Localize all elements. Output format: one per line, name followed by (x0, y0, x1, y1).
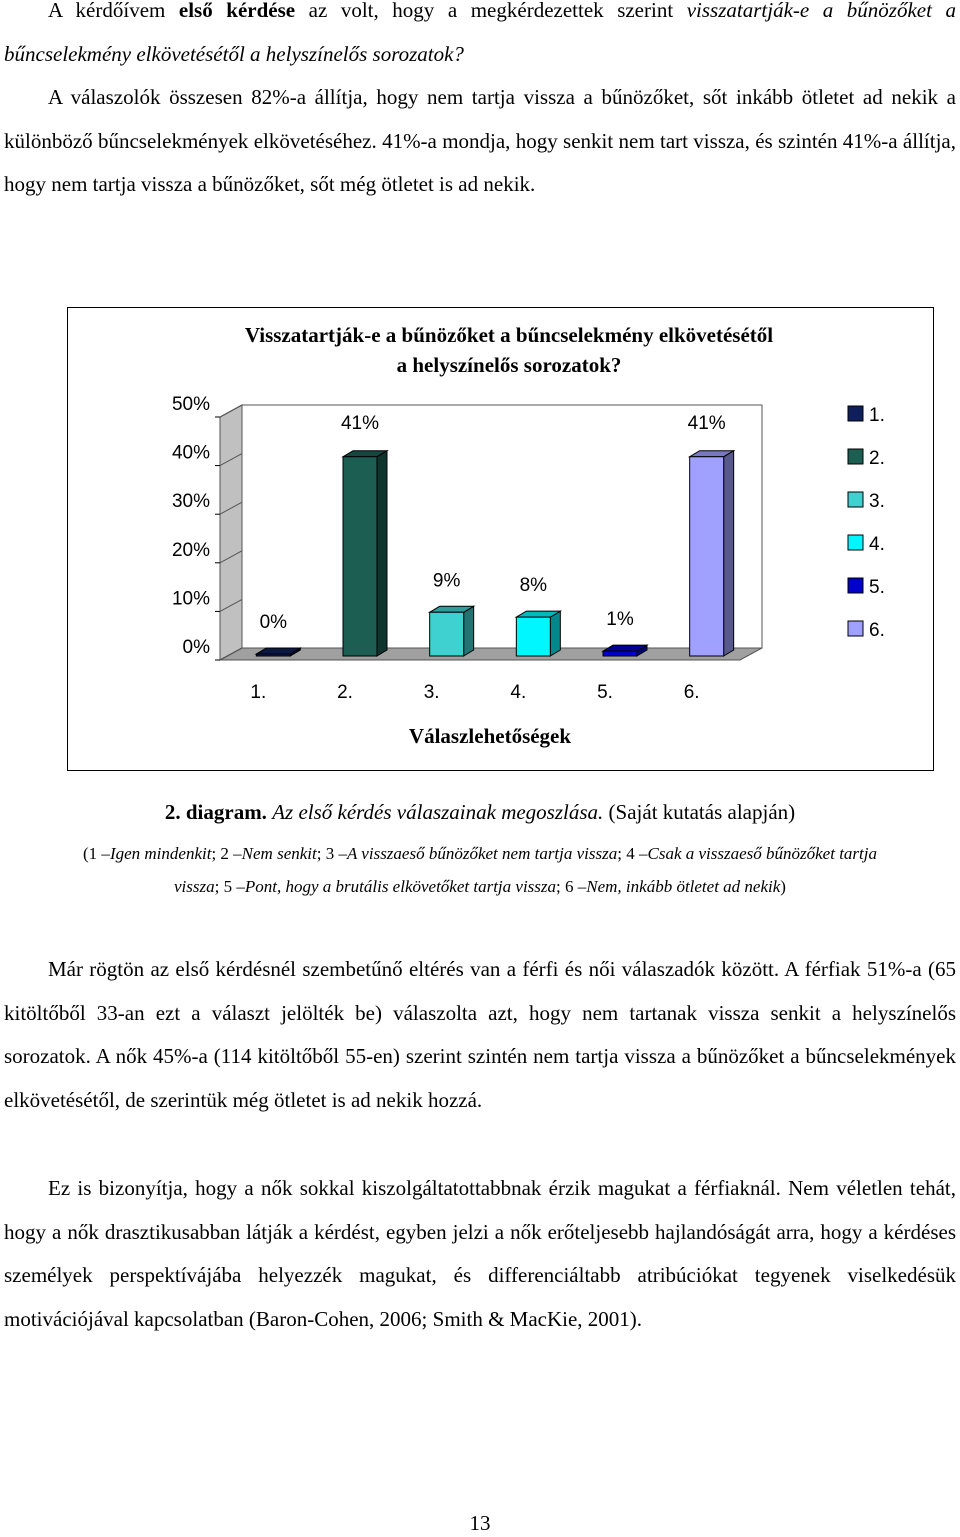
conclusion-paragraph (4, 1167, 956, 1341)
intro-rest: A válaszolók összesen 82%-a állítja, hogy nem tartja vissza a bűnözőket, sőt inkább ötletet ad nekik a különböző bűncselekmények elkövetéséhez. 41%-a mondja, hogy senkit nem tart vissza, és szintén 41%-a állítja, hogy nem tartja vissza a bűnözőket, sőt még ötletet is ad nekik. (4, 85, 956, 197)
chart-side-wall (220, 405, 242, 660)
legend-label: 1. (869, 405, 885, 426)
x-axis-label: Válaszlehetőségek (408, 724, 572, 748)
legend-swatch (848, 449, 863, 464)
bar (256, 654, 290, 656)
y-tick-label: 10% (171, 588, 210, 610)
conclusion-text: Ez is bizonyítja, hogy a nők sokkal kiszolgáltatottabbnak érzik magukat a férfiaknál. Nem véletlen tehát, hogy a nők drasztikusabban látják a kérdést, egyben jelzi a nők erőteljesebb hajlandóságát arra, hogy a kérdéses személyek perspektívájába helyezzék magukat, és differenciáltabb atribúciókat tegyenek viselkedésük motivációjával kapcsolatban (Baron-Cohen, 2006; Smith & MacKie, 2001). (4, 1176, 956, 1331)
legend-swatch (848, 578, 863, 593)
chart-floor (220, 648, 762, 660)
x-tick-label: 6. (683, 682, 700, 703)
caption-label: 2. diagram. (164, 800, 267, 824)
caption-source: (Saját kutatás alapján) (608, 800, 796, 824)
bar-side (724, 451, 734, 656)
intro-question: visszatartják-e a bűnözőket a bűncselekmény elkövetésétől a helyszínelős sorozatok? (4, 0, 956, 66)
chart-frame (67, 307, 934, 771)
y-tick-label: 30% (171, 491, 210, 513)
bar-side (550, 611, 560, 656)
chart-title-line2: a helyszínelős sorozatok? (396, 353, 622, 377)
legend-label: 4. (869, 534, 885, 555)
legend-label: 3. (869, 491, 885, 512)
legend-swatch (848, 406, 863, 421)
bar (516, 617, 550, 656)
gender-paragraph (4, 948, 956, 1122)
x-tick-label: 1. (250, 682, 267, 703)
data-label: 1% (606, 609, 634, 631)
intro-mid: az volt, hogy a megkérdezettek szerint (308, 0, 674, 22)
x-tick-label: 3. (423, 682, 440, 703)
answer-options-note: (1 –Igen mindenkit; 2 –Nem senkit; 3 –A visszaeső bűnözőket nem tartja vissza; 4 –Csak a visszaeső bűnözőket tartja vissza; 5 –Pont, hogy a brutális elkövetőket tartja vissza; 6 –Nem, inkább ötletet ad nekik) (83, 844, 877, 896)
page-number: 13 (469, 1511, 491, 1535)
y-tick-label: 0% (182, 637, 210, 658)
data-label: 9% (432, 570, 461, 592)
intro-bold: első kérdése (178, 0, 296, 22)
data-label: 0% (259, 612, 288, 633)
chart-back-wall (242, 405, 762, 648)
caption-title: Az első kérdés válaszainak megoszlása. (272, 800, 604, 824)
legend-label: 6. (869, 620, 885, 641)
bar-side (464, 606, 474, 656)
x-tick-label: 2. (337, 682, 353, 703)
x-tick-label: 5. (597, 682, 613, 703)
bar-side (377, 451, 387, 656)
data-label: 8% (519, 575, 548, 597)
intro-lead: A kérdőívem (48, 0, 166, 22)
figure-caption (0, 800, 960, 825)
legend-swatch (848, 492, 863, 507)
bar (603, 651, 637, 656)
bar (343, 457, 377, 656)
gender-text: Már rögtön az első kérdésnél szembetűnő eltérés van a férfi és női válaszadók között. A férfiak 51%-a (65 kitöltőből 33-an ezt a választ jelölték be) válaszolta azt, hogy nem tartanak vissza senkit a helyszínelős sorozatok. A nők 45%-a (114 kitöltőből 55-en) szerint szintén nem tartja vissza a bűnözőket a bűncselekmények elkövetésétől, de szerintük még ötletet is ad nekik hozzá. (4, 957, 956, 1112)
bar (690, 457, 724, 656)
bar-chart (68, 308, 932, 769)
y-tick-label: 40% (171, 442, 210, 464)
y-tick-label: 20% (171, 539, 210, 561)
bar (430, 612, 464, 656)
legend-label: 2. (869, 448, 885, 469)
legend-swatch (848, 535, 863, 550)
legend-label: 5. (869, 577, 885, 598)
legend-swatch (848, 621, 863, 636)
y-tick-label: 50% (171, 394, 210, 415)
chart-title-line1: Visszatartják-e a bűnözőket a bűncselekmény elkövetésétől (244, 323, 774, 347)
data-label: 41% (340, 413, 380, 434)
intro-paragraph (4, 0, 956, 207)
data-label: 41% (687, 413, 726, 434)
x-tick-label: 4. (510, 682, 527, 703)
